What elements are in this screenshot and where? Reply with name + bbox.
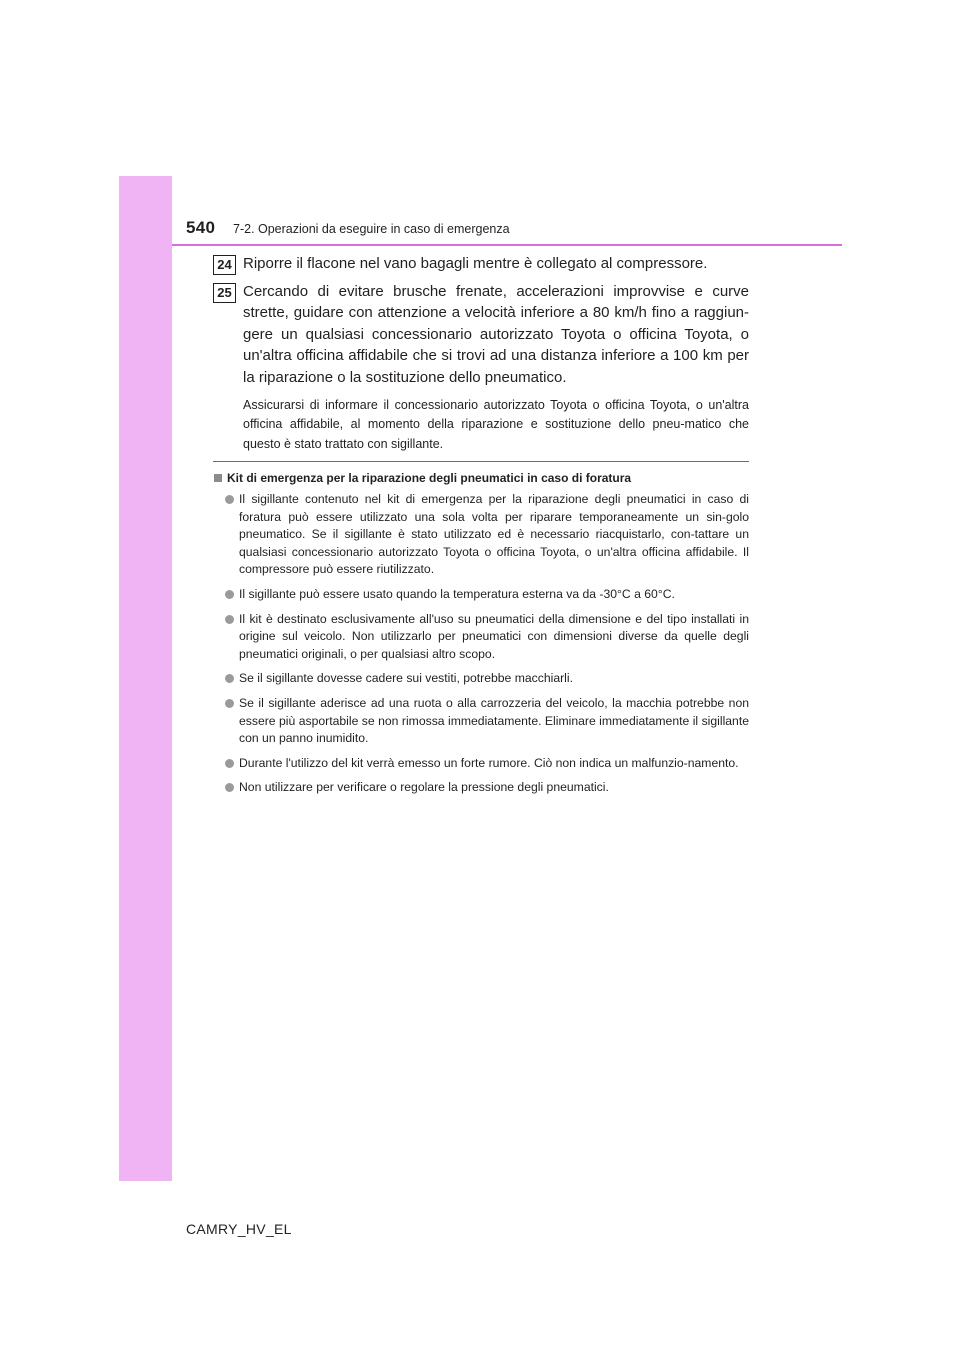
list-item	[213, 586, 749, 604]
step-number-badge: 24	[213, 255, 236, 275]
info-heading-text: Kit di emergenza per la riparazione degli pneumatici in caso di foratura	[227, 471, 632, 485]
bullet-dot-icon	[225, 783, 234, 792]
section-title: 7-2. Operazioni da eseguire in caso di emergenza	[233, 222, 510, 236]
step-list	[213, 253, 749, 460]
list-item-text: Non utilizzare per verificare o regolare la pressione degli pneumatici.	[239, 780, 609, 795]
list-item	[213, 695, 749, 748]
section-divider	[213, 461, 749, 462]
list-item-text: Il sigillante può essere usato quando la temperatura esterna va da -30°C a 60°C.	[239, 586, 675, 601]
list-item	[213, 779, 749, 797]
list-item-text: Durante l'utilizzo del kit verrà emesso un forte rumore. Ciò non indica un malfunzio-namento.	[239, 755, 739, 770]
list-item-text: Se il sigillante aderisce ad una ruota o alla carrozzeria del veicolo, la macchia potrebbe non essere più asportabile se non rimossa immediatamente. Eliminare immediatamente il sigillante con un panno inumidito.	[239, 695, 749, 746]
list-item	[213, 491, 749, 579]
page-number: 540	[186, 218, 216, 237]
info-heading	[213, 470, 749, 487]
list-item	[213, 670, 749, 688]
step-text: Riporre il flacone nel vano bagagli mentre è collegato al compressore.	[243, 255, 708, 272]
step-note: Assicurarsi di informare il concessionario autorizzato Toyota o officina Toyota, o un'altra officina affidabile, al momento della riparazione e sostituzione dello pneu-matico che questo è stato trattato con sigillante.	[243, 397, 749, 451]
step-24	[213, 253, 749, 275]
bullet-dot-icon	[225, 674, 234, 683]
page-header	[0, 0, 960, 250]
list-item-text: Se il sigillante dovesse cadere sui vestiti, potrebbe macchiarli.	[239, 671, 573, 686]
list-item	[213, 755, 749, 773]
list-item-text: Il sigillante contenuto nel kit di emergenza per la riparazione degli pneumatici in caso di foratura può essere utilizzato una sola volta per riparare temporaneamente un sin-golo pneumatico. Se il sigillante è stato utilizzato ed è necessario riacquistarlo, con-tattare un qualsiasi concessionario autorizzato Toyota o officina Toyota, o un'altra officina affidabile. Il compressore può essere riutilizzato.	[239, 492, 749, 577]
square-icon	[214, 474, 222, 482]
bullet-dot-icon	[225, 495, 234, 504]
step-25	[213, 281, 749, 454]
bullet-dot-icon	[225, 615, 234, 624]
list-item	[213, 611, 749, 664]
step-text: Cercando di evitare brusche frenate, accelerazioni improvvise e curve strette, guidare con attenzione a velocità inferiore a 80 km/h fino a raggiun-gere un qualsiasi concessionario autorizzato Toyota o officina Toyota, o un'altra officina affidabile che si trovi ad una distanza inferiore a 100 km per la riparazione o la sostituzione dello pneumatico.	[243, 282, 749, 386]
bullet-dot-icon	[225, 699, 234, 708]
list-item-text: Il kit è destinato esclusivamente all'uso su pneumatici della dimensione e del tipo installati in origine sul veicolo. Non utilizzarlo per pneumatici con dimensioni diverse da quelle degli pneumatici originali, o per qualsiasi altro scopo.	[239, 611, 749, 661]
chapter-side-band	[119, 176, 172, 1181]
document-code: CAMRY_HV_EL	[186, 1221, 292, 1237]
bullet-dot-icon	[225, 590, 234, 599]
bullet-dot-icon	[225, 759, 234, 768]
step-number-badge: 25	[213, 283, 236, 303]
header-rule	[172, 244, 842, 246]
info-section	[213, 470, 749, 804]
